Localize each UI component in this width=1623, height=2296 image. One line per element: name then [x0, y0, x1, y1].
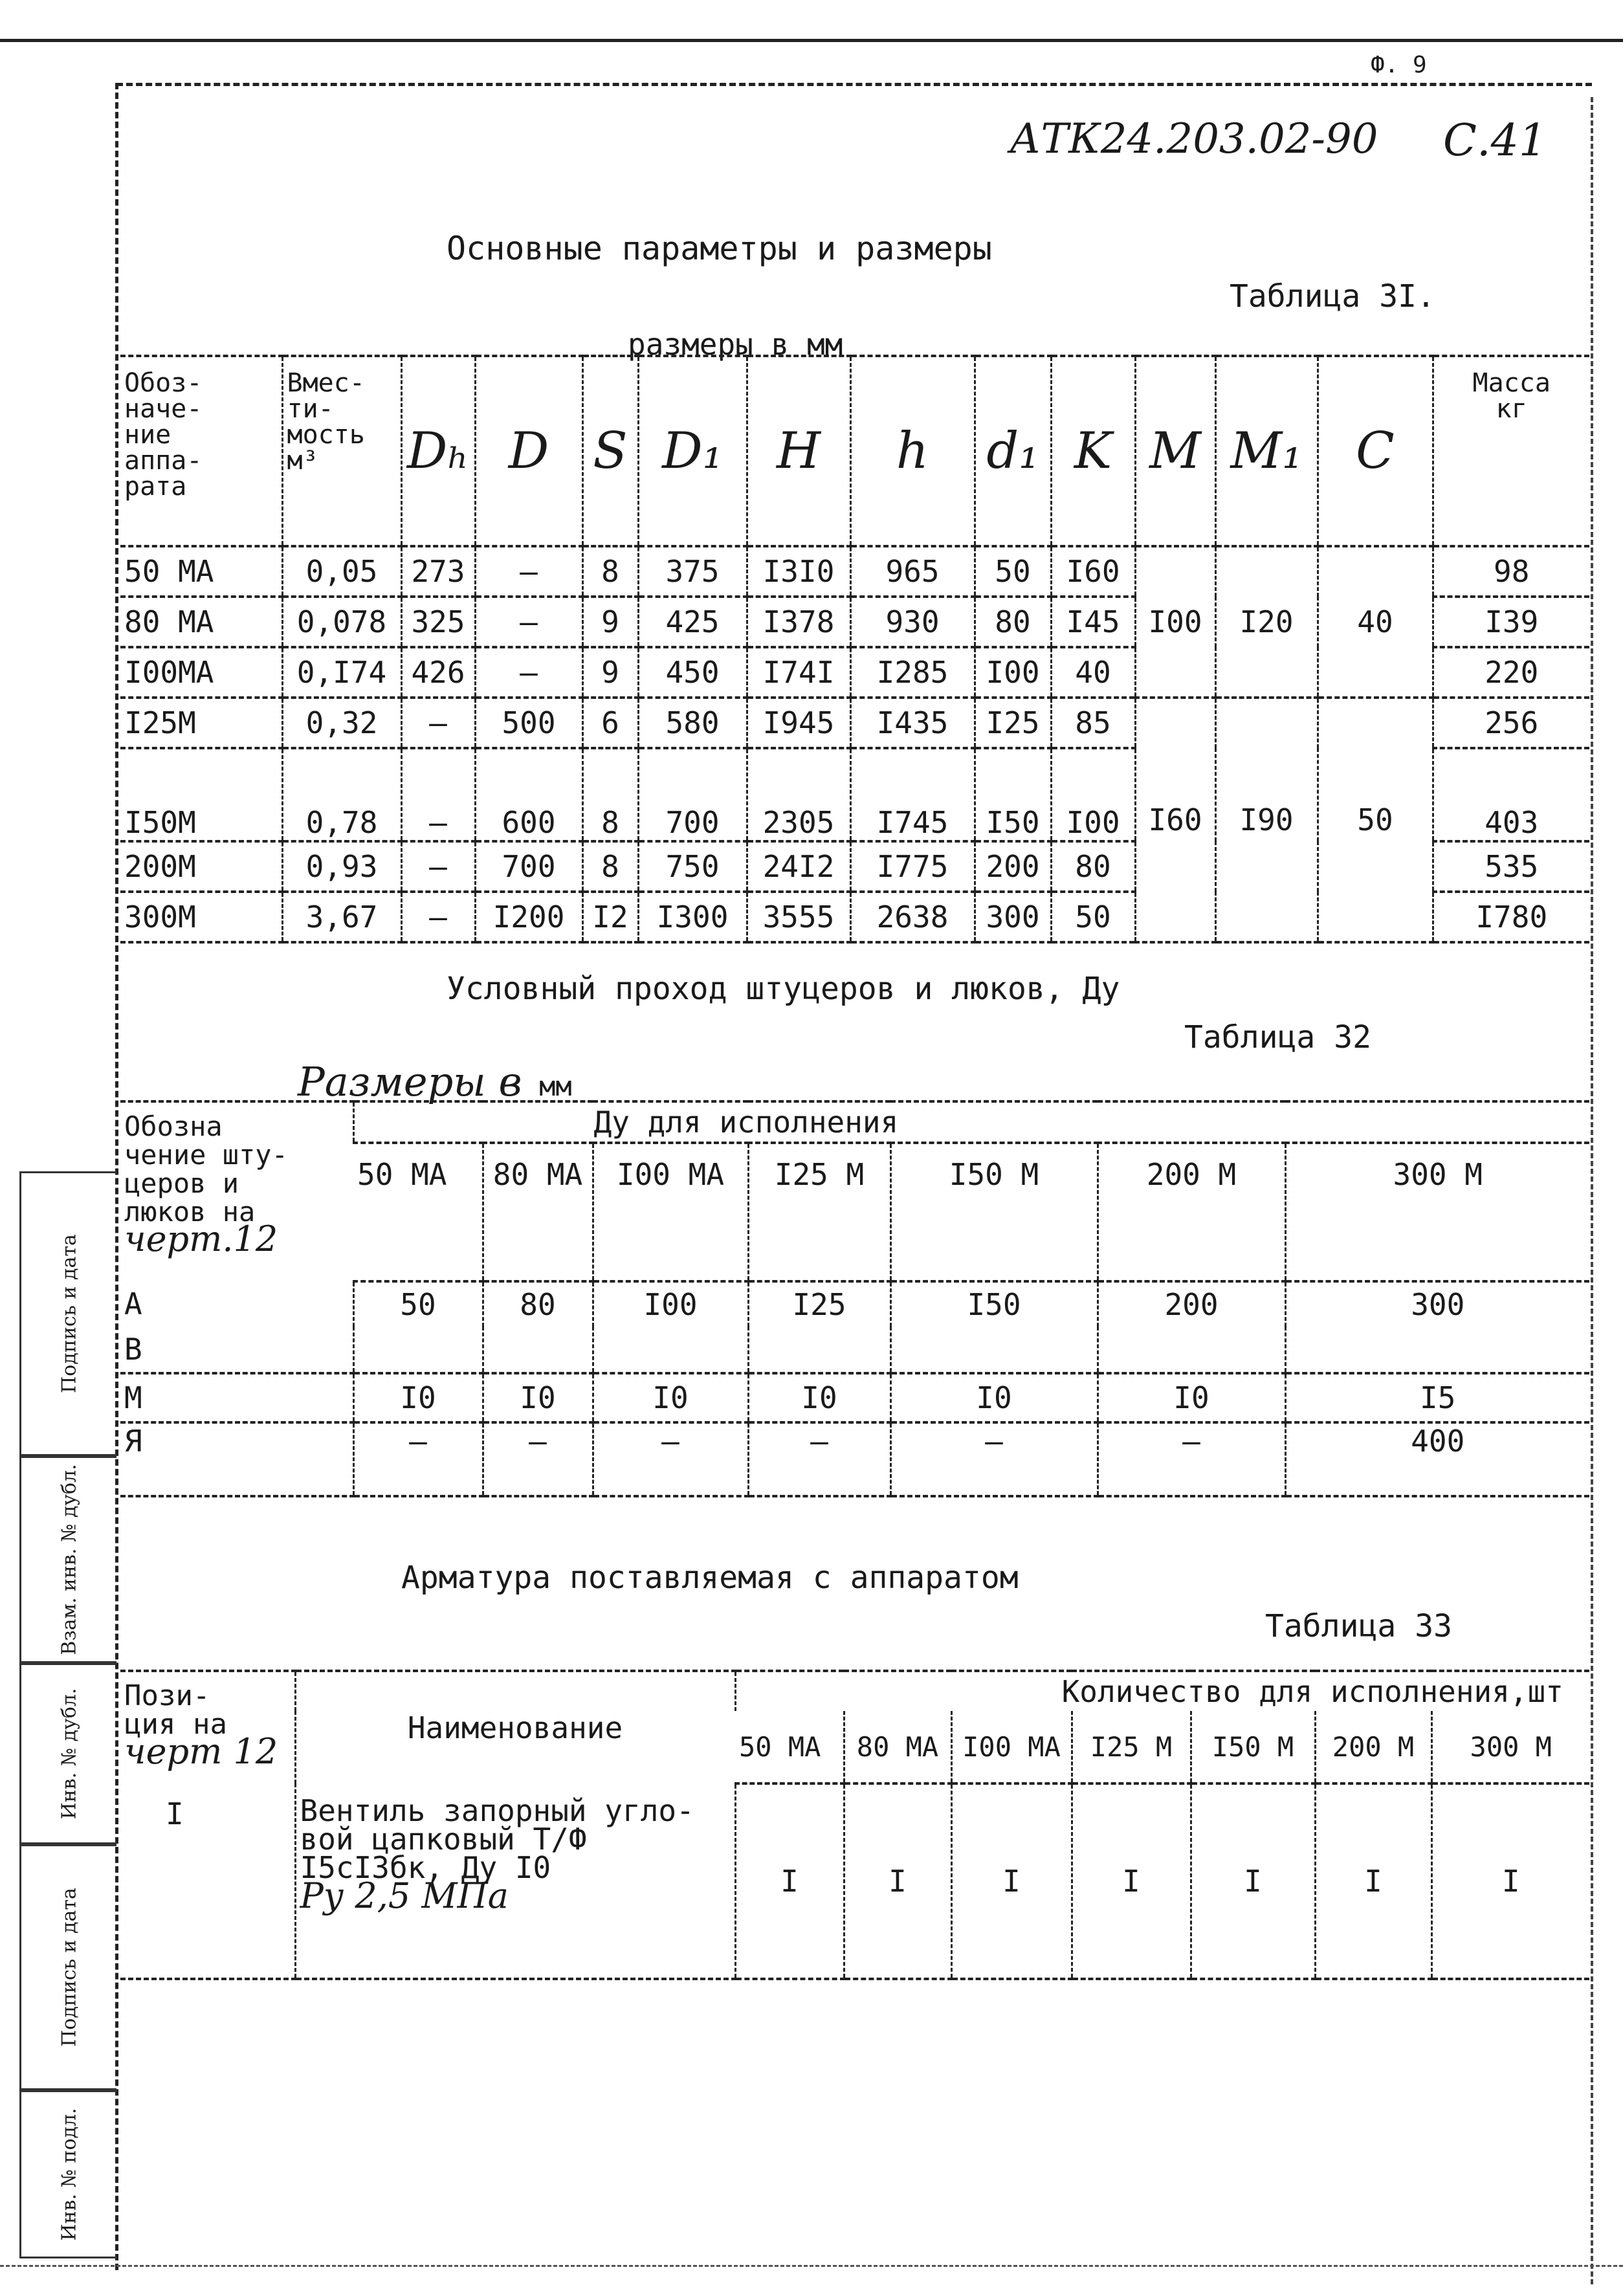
- row-label: Я: [120, 1422, 353, 1496]
- cell-mass: 98: [1433, 546, 1589, 597]
- cell-d: –: [475, 647, 582, 698]
- cell-s: 6: [582, 698, 638, 748]
- variant-header: 50 МА: [735, 1711, 844, 1783]
- variant-header: I00 МА: [951, 1711, 1072, 1783]
- cell-value: –: [890, 1422, 1098, 1496]
- cell-value: [748, 1327, 890, 1373]
- cell-value: 400: [1285, 1422, 1589, 1496]
- variant-header: 200 М: [1098, 1143, 1285, 1281]
- cell-k: 85: [1051, 698, 1135, 748]
- cell-value: I0: [483, 1373, 593, 1422]
- cell-value: I5: [1285, 1373, 1589, 1422]
- variant-header: I50 М: [1191, 1711, 1315, 1783]
- sidebar-cell-label: Подпись и дата: [58, 1888, 80, 2047]
- quantity-cell: I: [1315, 1783, 1431, 1979]
- cell-h-small: 2638: [850, 892, 975, 942]
- variant-header: I50 М: [890, 1143, 1098, 1281]
- cell-value: 200: [1098, 1281, 1285, 1327]
- cell-value: I0: [890, 1373, 1098, 1422]
- cell-s: 8: [582, 546, 638, 597]
- table-row: [120, 1327, 1589, 1373]
- cell-designation: 80 МА: [120, 597, 282, 647]
- fittings-table: [120, 1670, 1589, 1980]
- cell-value: I0: [593, 1373, 748, 1422]
- cell-h-small: I775: [850, 841, 975, 892]
- cell-d-small: 50: [975, 546, 1051, 597]
- sidebar-cell: [19, 1171, 116, 1456]
- cell-d1: I300: [638, 892, 747, 942]
- header-capacity: Вмес- ти- мость м³: [282, 356, 401, 546]
- cell-m1-group-b: I90: [1215, 698, 1318, 942]
- variant-header: 80 МА: [483, 1143, 593, 1281]
- cell-d1: 580: [638, 698, 747, 748]
- table-row: [120, 546, 1589, 597]
- cell-d-small: I25: [975, 698, 1051, 748]
- cell-designation: 300М: [120, 892, 282, 942]
- quantity-header: Количество для исполнения,шт: [735, 1671, 1589, 1711]
- cell-d1: 750: [638, 841, 747, 892]
- cell-capacity: 0,78: [282, 748, 401, 841]
- cell-value: –: [483, 1422, 593, 1496]
- table32-units-hand: Размеры в: [298, 1058, 522, 1105]
- nozzle-bore-table: [120, 1100, 1589, 1497]
- table-row: [120, 1373, 1589, 1422]
- cell-d-small: 200: [975, 841, 1051, 892]
- cell-value: [1098, 1327, 1285, 1373]
- header-d: D: [475, 356, 582, 546]
- header-d-small: d₁: [975, 356, 1051, 546]
- parameters-table: [120, 355, 1589, 944]
- cell-capacity: 0,93: [282, 841, 401, 892]
- row-label: В: [120, 1327, 353, 1373]
- cell-dh: –: [401, 748, 475, 841]
- cell-h-big: 2305: [747, 748, 850, 841]
- designation-header-text: Обозна чение шту- церов и люков на: [124, 1110, 288, 1228]
- table31-units: размеры в мм: [628, 327, 843, 362]
- cell-value: –: [748, 1422, 890, 1496]
- cell-k: I45: [1051, 597, 1135, 647]
- cell-capacity: 0,05: [282, 546, 401, 597]
- cell-k: I60: [1051, 546, 1135, 597]
- cell-k: I00: [1051, 748, 1135, 841]
- cell-value: I50: [890, 1281, 1098, 1327]
- cell-d: –: [475, 546, 582, 597]
- group-header: Ду для исполнения: [353, 1101, 1589, 1143]
- cell-dh: 426: [401, 647, 475, 698]
- cell-dh: –: [401, 698, 475, 748]
- cell-h-big: 3555: [747, 892, 850, 942]
- cell-s: I2: [582, 892, 638, 942]
- cell-m-group-a: I00: [1135, 546, 1215, 698]
- cell-k: 40: [1051, 647, 1135, 698]
- cell-value: I0: [353, 1373, 483, 1422]
- name-cell-hand: Ру 2,5 МПа: [300, 1875, 509, 1916]
- cell-d1: 425: [638, 597, 747, 647]
- cell-designation: I25М: [120, 698, 282, 748]
- cell-value: 50: [353, 1281, 483, 1327]
- cell-h-big: I3I0: [747, 546, 850, 597]
- header-dh: Dₕ: [401, 356, 475, 546]
- table31-heading: Основные параметры и размеры: [447, 230, 992, 267]
- cell-dh: –: [401, 892, 475, 942]
- name-cell-text: Вентиль запорный угло- вой цапковый Т/Ф I5сI3бк, Ду I0: [300, 1793, 694, 1885]
- cell-h-small: 930: [850, 597, 975, 647]
- header-c: C: [1318, 356, 1433, 546]
- table33-heading: Арматура поставляемая с аппаратом: [401, 1560, 1019, 1596]
- variant-header: I25 М: [748, 1143, 890, 1281]
- cell-value: –: [593, 1422, 748, 1496]
- header-h-big: H: [747, 356, 850, 546]
- table33-number: Таблица 33: [1265, 1608, 1452, 1644]
- doc-code: АТК24.203.02-90: [1010, 115, 1378, 163]
- cell-value: I0: [1098, 1373, 1285, 1422]
- cell-mass: 256: [1433, 698, 1589, 748]
- cell-value: –: [1098, 1422, 1285, 1496]
- table31-number: Таблица 3I.: [1230, 278, 1435, 315]
- cell-capacity: 3,67: [282, 892, 401, 942]
- table-row: [120, 698, 1589, 748]
- cell-designation: 200М: [120, 841, 282, 892]
- cell-d1: 450: [638, 647, 747, 698]
- variant-header: 80 МА: [844, 1711, 951, 1783]
- cell-d: 500: [475, 698, 582, 748]
- header-h-small: h: [850, 356, 975, 546]
- cell-value: [1285, 1327, 1589, 1373]
- cell-value: 300: [1285, 1281, 1589, 1327]
- table32-heading: Условный проход штуцеров и люков, Ду: [447, 971, 1120, 1007]
- approval-sidebar: [19, 1171, 116, 2258]
- sidebar-cell-label: Подпись и дата: [58, 1234, 80, 1393]
- sidebar-cell-label: Инв. № подл.: [58, 2108, 80, 2241]
- position-header-text: Пози- ция на: [124, 1679, 227, 1741]
- cell-mass: 220: [1433, 647, 1589, 698]
- cell-d: –: [475, 597, 582, 647]
- sidebar-cell-label: Взам. инв. № дубл.: [58, 1464, 80, 1655]
- cell-m1-group-a: I20: [1215, 546, 1318, 698]
- cell-h-big: I378: [747, 597, 850, 647]
- frame-bottom-line: [0, 2265, 1623, 2267]
- frame-inner-top-line: [116, 83, 1592, 86]
- sidebar-cell: [19, 1663, 116, 1844]
- cell-value: [483, 1327, 593, 1373]
- cell-d1: 700: [638, 748, 747, 841]
- cell-s: 8: [582, 748, 638, 841]
- table-row: [120, 1422, 1589, 1496]
- cell-value: [890, 1327, 1098, 1373]
- quantity-cell: I: [735, 1783, 844, 1979]
- cell-c-group-b: 50: [1318, 698, 1433, 942]
- cell-s: 9: [582, 597, 638, 647]
- name-cell: [295, 1783, 735, 1979]
- quantity-cell: I: [1191, 1783, 1315, 1979]
- page-number: С.41: [1443, 115, 1547, 166]
- quantity-cell: I: [1431, 1783, 1589, 1979]
- header-designation: Обоз- наче- ние аппа- рата: [120, 356, 282, 546]
- sidebar-cell: [19, 1844, 116, 2090]
- row-label: М: [120, 1373, 353, 1422]
- cell-d: I200: [475, 892, 582, 942]
- header-m: M: [1135, 356, 1215, 546]
- variant-header: I25 М: [1072, 1711, 1191, 1783]
- cell-value: I00: [593, 1281, 748, 1327]
- cell-k: 80: [1051, 841, 1135, 892]
- cell-d-small: I50: [975, 748, 1051, 841]
- header-s: S: [582, 356, 638, 546]
- cell-s: 9: [582, 647, 638, 698]
- cell-value: 80: [483, 1281, 593, 1327]
- cell-value: I0: [748, 1373, 890, 1422]
- cell-designation: I50М: [120, 748, 282, 841]
- position-header-hand: черт 12: [124, 1731, 278, 1772]
- cell-c-group-a: 40: [1318, 546, 1433, 698]
- cell-d-small: I00: [975, 647, 1051, 698]
- designation-header-hand: черт.12: [124, 1219, 278, 1259]
- cell-value: [593, 1327, 748, 1373]
- name-header: Наименование: [295, 1671, 735, 1783]
- cell-value: –: [353, 1422, 483, 1496]
- cell-h-big: I945: [747, 698, 850, 748]
- header-k: K: [1051, 356, 1135, 546]
- quantity-cell: I: [844, 1783, 951, 1979]
- table32-number: Таблица 32: [1184, 1019, 1371, 1055]
- cell-d: 700: [475, 841, 582, 892]
- cell-h-big: I74I: [747, 647, 850, 698]
- cell-d1: 375: [638, 546, 747, 597]
- variant-header: 300 М: [1431, 1711, 1589, 1783]
- cell-value: [353, 1327, 483, 1373]
- cell-k: 50: [1051, 892, 1135, 942]
- cell-mass: 535: [1433, 841, 1589, 892]
- cell-s: 8: [582, 841, 638, 892]
- cell-mass: 403: [1433, 748, 1589, 841]
- header-d1: D₁: [638, 356, 747, 546]
- quantity-cell: I: [951, 1783, 1072, 1979]
- variant-header: 50 МА: [353, 1143, 483, 1281]
- cell-designation: I00МА: [120, 647, 282, 698]
- cell-dh: 273: [401, 546, 475, 597]
- cell-h-small: I745: [850, 748, 975, 841]
- table32-units: [298, 1058, 572, 1105]
- table-row: [120, 1281, 1589, 1327]
- cell-m-group-b: I60: [1135, 698, 1215, 942]
- frame-top-line: [0, 39, 1623, 42]
- cell-d-small: 300: [975, 892, 1051, 942]
- cell-h-small: I435: [850, 698, 975, 748]
- variant-header: 200 М: [1315, 1711, 1431, 1783]
- cell-capacity: 0,078: [282, 597, 401, 647]
- table-row: [120, 1783, 1589, 1979]
- cell-dh: –: [401, 841, 475, 892]
- sidebar-cell: [19, 2090, 116, 2258]
- cell-d-small: 80: [975, 597, 1051, 647]
- row-label: А: [124, 1286, 142, 1321]
- sidebar-cell: [19, 1456, 116, 1663]
- header-m1: M₁: [1215, 356, 1318, 546]
- position-header: [120, 1671, 295, 1783]
- quantity-cell: I: [1072, 1783, 1191, 1979]
- cell-mass: I780: [1433, 892, 1589, 942]
- cell-d: 600: [475, 748, 582, 841]
- variant-header: I00 МА: [593, 1143, 748, 1281]
- cell-designation: 50 МА: [120, 546, 282, 597]
- table32-units-mm: мм: [539, 1070, 572, 1102]
- cell-h-small: 965: [850, 546, 975, 597]
- header-mass: Масса кг: [1433, 356, 1589, 546]
- cell-h-big: 24I2: [747, 841, 850, 892]
- cell-h-small: I285: [850, 647, 975, 698]
- form-mark: Ф. 9: [1371, 52, 1427, 78]
- cell-capacity: 0,I74: [282, 647, 401, 698]
- position-cell: I: [120, 1783, 295, 1979]
- cell-value: I25: [748, 1281, 890, 1327]
- variant-header: 300 М: [1285, 1143, 1589, 1281]
- sidebar-cell-label: Инв. № дубл.: [58, 1688, 80, 1820]
- cell-mass: I39: [1433, 597, 1589, 647]
- frame-right-line: [1591, 97, 1593, 2284]
- designation-header: [120, 1101, 353, 1281]
- cell-dh: 325: [401, 597, 475, 647]
- cell-capacity: 0,32: [282, 698, 401, 748]
